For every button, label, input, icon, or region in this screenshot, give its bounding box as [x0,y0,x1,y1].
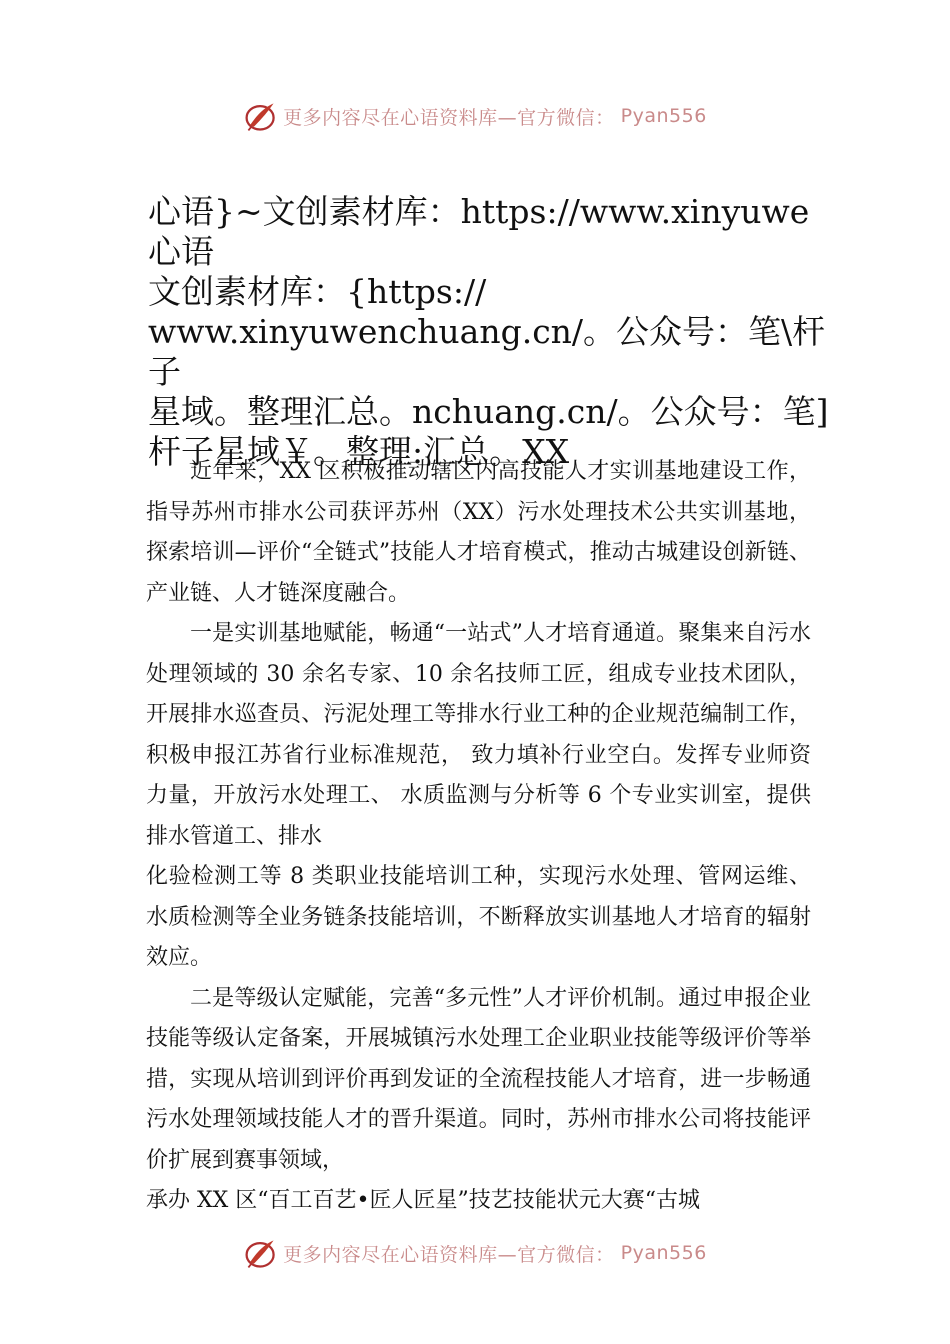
title-line: 文创素材库：{https:// [148,272,487,311]
title-line: 杆子星域￥。整理:汇总。XX [148,432,570,471]
paragraph-competition: 承办 XX 区“百工百艺•匠人匠星”技艺技能状元大赛“古城 [146,1188,701,1213]
title-line: www.xinyuwenchuang.cn/。公众号：笔\杆子 [148,312,826,391]
watermark-banner-bottom [0,1233,950,1273]
watermark-wechat-id: Pyan556 [620,1242,707,1264]
watermark-wechat-id: Pyan556 [620,105,707,127]
page-title-block [148,192,848,472]
paragraph-level-certification: 二是等级认定赋能，完善“多元性”人才评价机制。通过申报企业技能等级认定备案，开展城镇污水处理工企业职业技能等级评价等举措，实现从培训到评价再到发证的全流程技能人才培育，进一步畅通污水处理领域技能人才的晋升渠道。同时，苏州市排水公司将技能评价扩展到赛事领域， [146,985,811,1173]
watermark-text: 更多内容尽在心语资料库—官方微信： [283,1243,615,1266]
document-body [146,452,811,1222]
paragraph-training-base-cont: 化验检测工等 8 类职业技能培训工种，实现污水处理、管网运维、水质检测等全业务链条技能培训，不断释放实训基地人才培育的辐射效应。 [146,864,811,970]
paragraph-training-base: 一是实训基地赋能，畅通“一站式”人才培育通道。聚集来自污水处理领域的 30 余名专家、10 余名技师工匠，组成专业技术团队，开展排水巡查员、污泥处理工等排水行业工种的企业规范编制工作，积极申报江苏省行业标准规范， 致力填补行业空白。发挥专业师资力量，开放污水处理工、 水质监测与分析等 6 个专业实训室，提供排水管道工、排水 [146,621,811,849]
title-line: 星域。整理汇总。nchuang.cn/。公众号：笔] [148,392,829,431]
title-line: 心语}~文创素材库：https://www.xinyuwe 心语 [148,192,810,271]
red-quill-logo-icon [243,1235,279,1271]
watermark-text: 更多内容尽在心语资料库—官方微信： [283,106,615,129]
watermark-banner-top [0,96,950,136]
red-quill-logo-icon [243,98,279,134]
paragraph-intro: 近年来，XX 区积极推动辖区内高技能人才实训基地建设工作，指导苏州市排水公司获评苏州（XX）污水处理技术公共实训基地，探索培训—评价“全链式”技能人才培育模式，推动古城建设创新链、产业链、人才链深度融合。 [146,459,811,606]
